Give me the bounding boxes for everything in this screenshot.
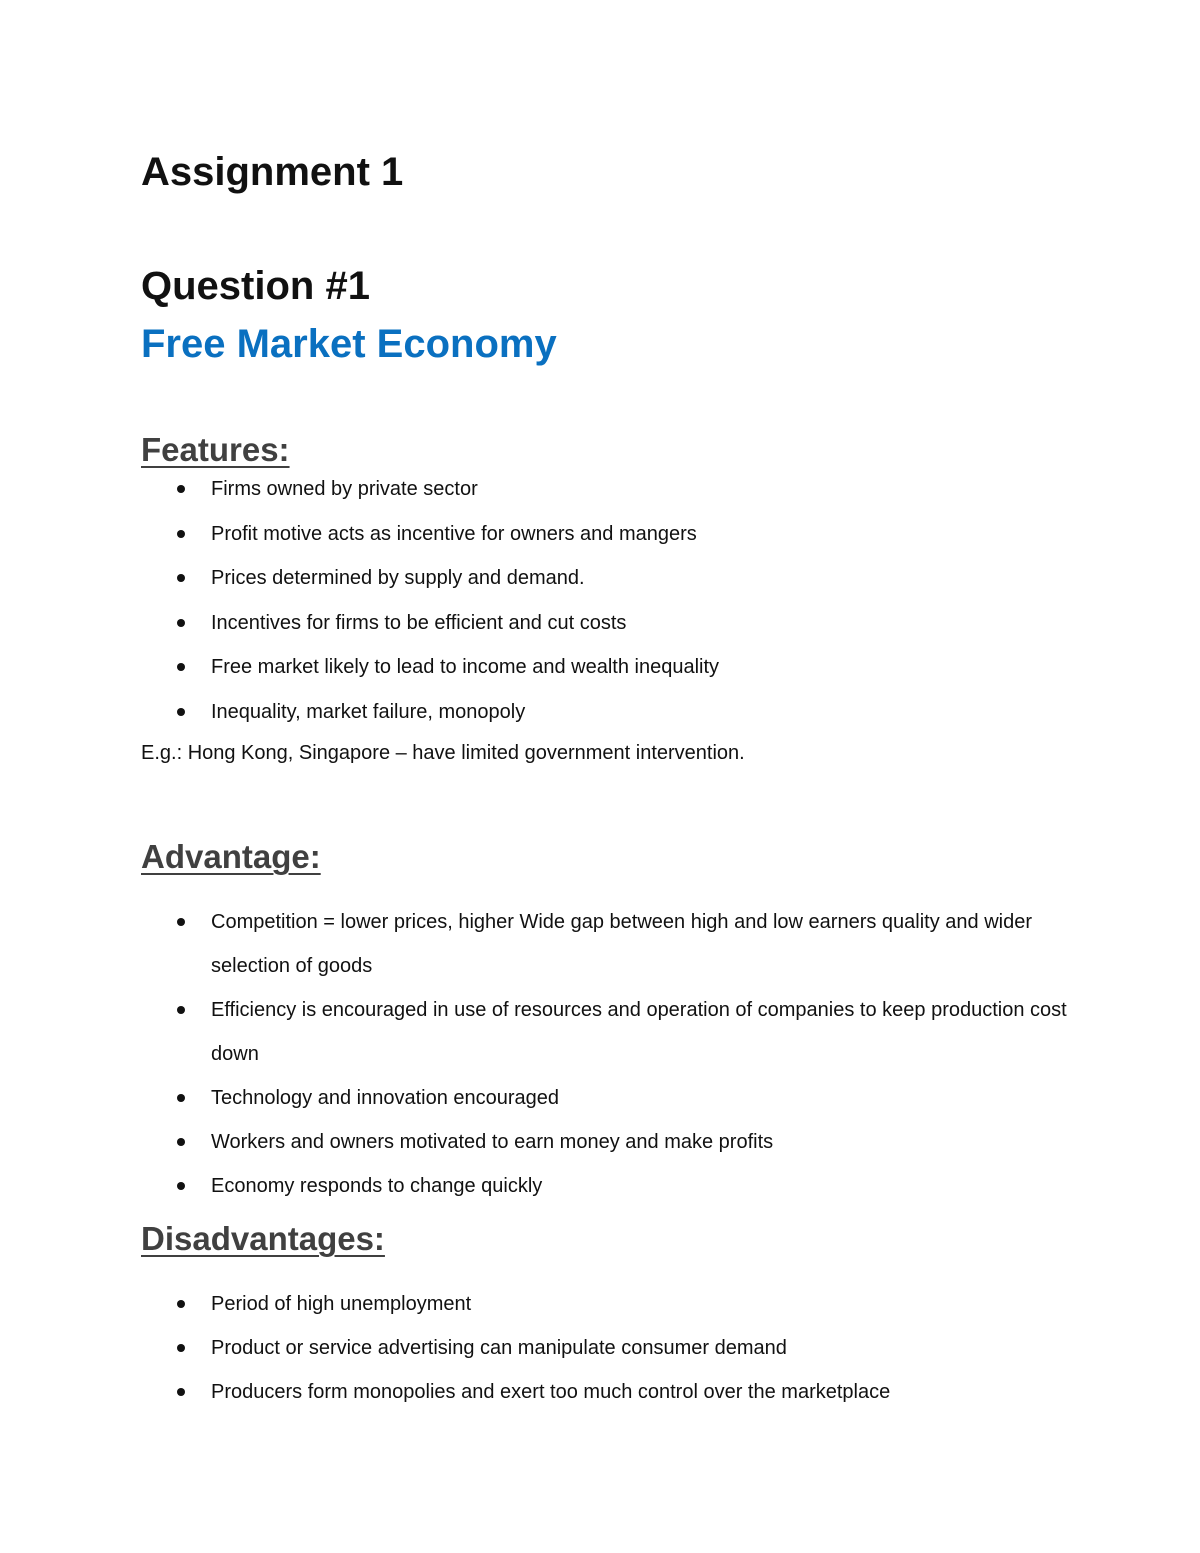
list-item-text: Inequality, market failure, monopoly [211, 700, 526, 723]
bullet-icon [177, 619, 185, 627]
advantage-heading: Advantage: [141, 838, 321, 875]
list-item [141, 467, 1081, 512]
list-item [141, 601, 1081, 646]
bullet-icon [177, 530, 185, 538]
bullet-icon [177, 1344, 185, 1352]
topic-subtitle: Free Market Economy [141, 322, 557, 366]
bullet-icon [177, 708, 185, 716]
list-item [141, 1120, 1081, 1164]
bullet-icon [177, 1006, 185, 1014]
list-item-text: Producers form monopolies and exert too much control over the marketplace [211, 1381, 891, 1403]
list-item [141, 1326, 1081, 1370]
features-heading: Features: [141, 431, 290, 468]
list-item-text: Prices determined by supply and demand. [211, 567, 585, 589]
question-heading: Question #1 [141, 264, 370, 308]
disadvantages-list [141, 1282, 1081, 1414]
list-item [141, 900, 1081, 988]
list-item [141, 1164, 1081, 1208]
disadvantages-heading: Disadvantages: [141, 1220, 385, 1257]
list-item-text: Product or service advertising can manipulate consumer demand [211, 1337, 787, 1359]
bullet-icon [177, 663, 185, 671]
example-text: E.g.: Hong Kong, Singapore – have limited government intervention. [141, 742, 745, 764]
bullet-icon [177, 918, 185, 926]
bullet-icon [177, 1182, 185, 1190]
list-item-text: Free market likely to lead to income and wealth inequality [211, 656, 720, 678]
bullet-icon [177, 574, 185, 582]
list-item [141, 1370, 1081, 1414]
list-item-text: Technology and innovation encouraged [211, 1087, 560, 1109]
list-item-text: Firms owned by private sector [211, 478, 478, 500]
list-item [141, 988, 1081, 1076]
list-item [141, 512, 1081, 557]
document-title: Assignment 1 [141, 150, 404, 194]
bullet-icon [177, 1388, 185, 1396]
list-item-text: Efficiency is encouraged in use of resources and operation of companies to keep production cost down [211, 999, 1067, 1065]
list-item [141, 556, 1081, 601]
list-item [141, 1076, 1081, 1120]
list-item-text: Profit motive acts as incentive for owners and mangers [211, 522, 697, 545]
list-item-text: Workers and owners motivated to earn money and make profits [211, 1131, 774, 1153]
bullet-icon [177, 1138, 185, 1146]
list-item [141, 690, 1081, 735]
list-item-text: Incentives for firms to be efficient and cut costs [211, 611, 627, 634]
list-item-text: Economy responds to change quickly [211, 1175, 543, 1197]
list-item-text: Competition = lower prices, higher Wide gap between high and low earners quality and wider selection of goods [211, 911, 1033, 977]
bullet-icon [177, 1094, 185, 1102]
list-item [141, 645, 1081, 690]
bullet-icon [177, 1300, 185, 1308]
features-list [141, 467, 1081, 734]
list-item [141, 1282, 1081, 1326]
advantage-list [141, 900, 1081, 1208]
bullet-icon [177, 485, 185, 493]
list-item-text: Period of high unemployment [211, 1293, 472, 1315]
